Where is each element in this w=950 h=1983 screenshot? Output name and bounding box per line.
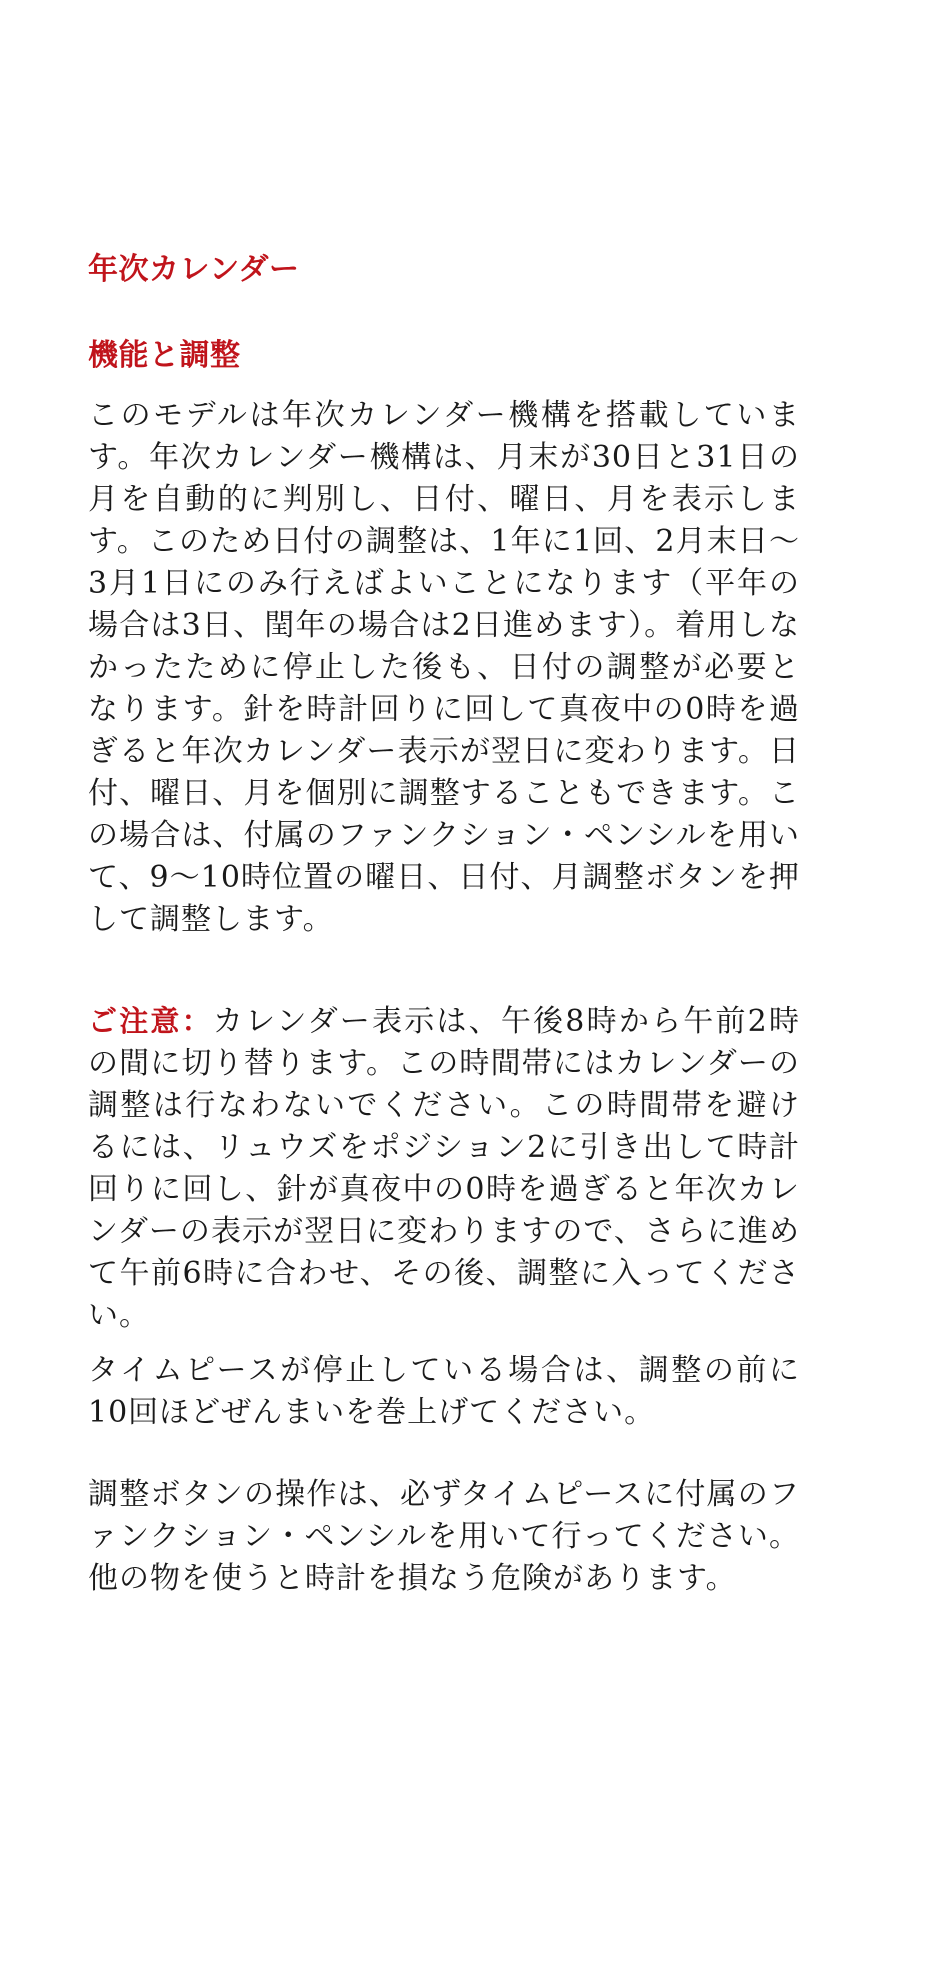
paragraph-winding: タイムピースが停止している場合は、調整の前に10回ほどぜんまいを巻上げてください。 — [88, 1353, 800, 1430]
paragraph-calendar-function: このモデルは年次カレンダー機構を搭載しています。年次カレンダー機構は、月末が30日と31日の月を自動的に判別し、日付、曜日、月を表示します。このため日付の調整は、1年に1回、2月末日〜3月1日にのみ行えばよいことになります（平年の場合は3日、閏年の場合は2日進めます）。着用しなかったために停止した後も、日付の調整が必要となります。針を時計回りに回して真夜中の0時を過ぎると年次カレンダー表示が翌日に変わります。日付、曜日、月を個別に調整することもできます。この場合は、付属のファンクション・ペンシルを用いて、9〜10時位置の曜日、日付、月調整ボタンを押して調整します。 — [88, 398, 800, 937]
paragraph-pencil-warning: 調整ボタンの操作は、必ずタイムピースに付属のファンクション・ペンシルを用いて行ってください。他の物を使うと時計を損なう危険があります。 — [88, 1477, 800, 1596]
document-title: 年次カレンダー — [88, 252, 300, 287]
note-label: ご注意： — [88, 1004, 213, 1038]
note-paragraph — [88, 1000, 800, 1337]
section-heading: 機能と調整 — [88, 338, 241, 373]
note-text: カレンダー表示は、午後8時から午前2時の間に切り替ります。この時間帯にはカレンダーの調整は行なわないでください。この時間帯を避けるには、リュウズをポジション2に引き出して時計回りに回し、針が真夜中の0時を過ぎると年次カレンダーの表示が翌日に変わりますので、さらに進めて午前6時に合わせ、その後、調整に入ってください。 — [88, 1004, 800, 1333]
